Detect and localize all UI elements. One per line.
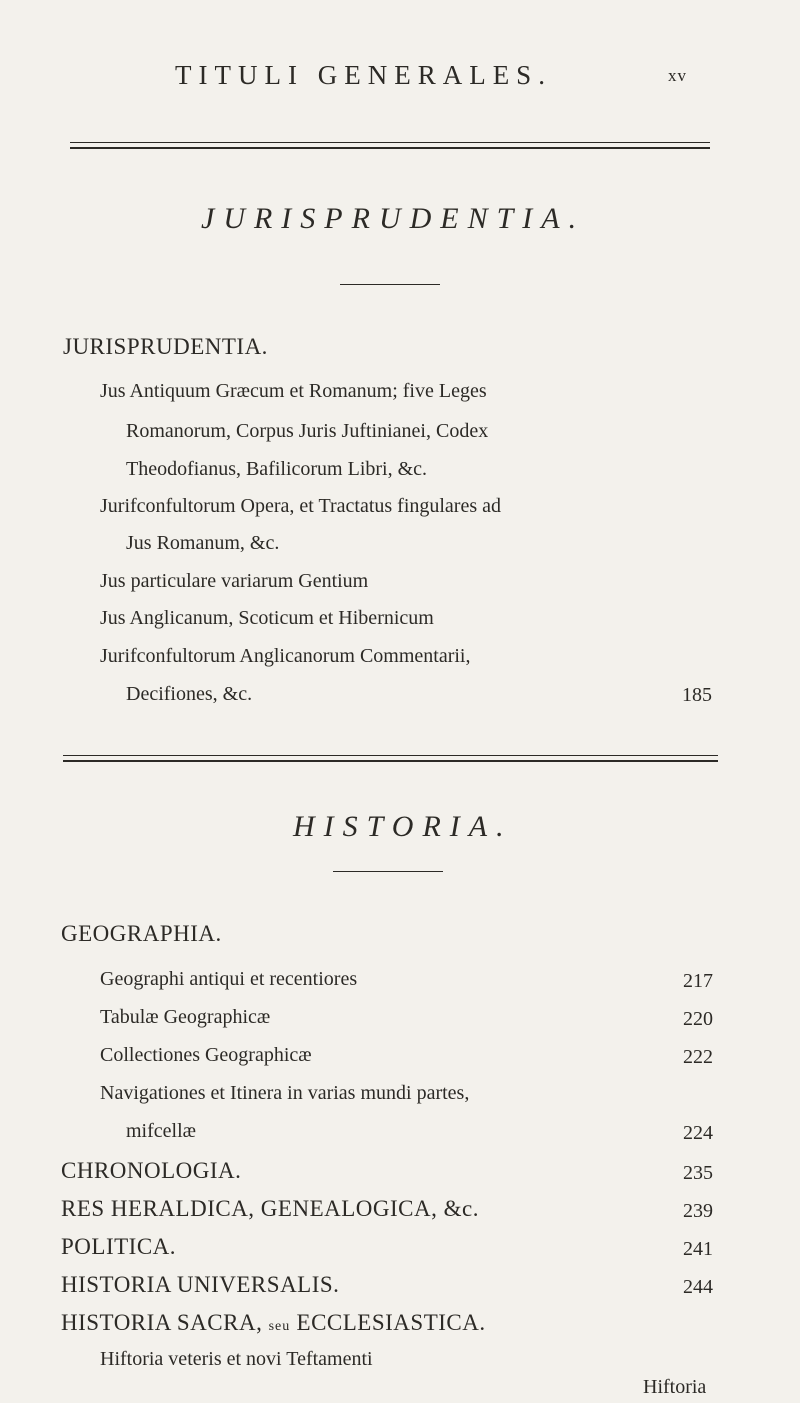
- section-divider: [333, 871, 443, 872]
- section-title-historia: HISTORIA.: [293, 810, 513, 843]
- entry-line: Jurifconfultorum Opera, et Tractatus fingulares ad: [100, 495, 502, 517]
- page-ref: 239: [683, 1200, 713, 1222]
- ecclesiastica-label: ECCLESIASTICA.: [296, 1310, 486, 1335]
- header-rule-thick: [70, 147, 710, 149]
- connector-seu: seu: [268, 1319, 291, 1334]
- entry-line: mifcellæ: [126, 1120, 196, 1142]
- category-chronologia: CHRONOLOGIA.: [61, 1158, 242, 1183]
- category-politica: POLITICA.: [61, 1234, 177, 1259]
- category-geographia: GEOGRAPHIA.: [61, 921, 222, 946]
- category-historia-sacra: [61, 1310, 486, 1336]
- entry-line: Theodofianus, Bafilicorum Libri, &c.: [126, 458, 428, 480]
- page-ref: 222: [683, 1046, 713, 1068]
- section-rule-thick: [63, 760, 718, 762]
- page-ref: 220: [683, 1008, 713, 1030]
- entry-line: Collectiones Geographicæ: [100, 1044, 312, 1066]
- page-ref: 235: [683, 1162, 713, 1184]
- category-res-heraldica: RES HERALDICA, GENEALOGICA, &c.: [61, 1196, 479, 1221]
- entry-line: Jus Antiquum Græcum et Romanum; five Leges: [100, 380, 487, 402]
- entry-line: Hiftoria veteris et novi Teftamenti: [100, 1348, 373, 1370]
- entry-line: Decifiones, &c.: [126, 683, 253, 705]
- entry-line: Romanorum, Corpus Juris Juftinianei, Codex: [126, 420, 489, 442]
- section-divider: [340, 284, 440, 285]
- page-number: xv: [668, 66, 687, 85]
- running-title: TITULI GENERALES.: [175, 60, 552, 90]
- entry-line: Tabulæ Geographicæ: [100, 1006, 271, 1028]
- page-ref: 224: [683, 1122, 713, 1144]
- entry-line: Jus Romanum, &c.: [126, 532, 280, 554]
- page-ref: 217: [683, 970, 713, 992]
- entry-line: Jurifconfultorum Anglicanorum Commentarii,: [100, 645, 471, 667]
- category-historia-universalis: HISTORIA UNIVERSALIS.: [61, 1272, 340, 1297]
- entry-line: Navigationes et Itinera in varias mundi partes,: [100, 1082, 470, 1104]
- section-title-jurisprudentia: JURISPRUDENTIA.: [201, 202, 586, 235]
- page-ref: 241: [683, 1238, 713, 1260]
- catchword: Hiftoria: [643, 1376, 707, 1398]
- entry-line: Jus particulare variarum Gentium: [100, 570, 369, 592]
- entry-line: Geographi antiqui et recentiores: [100, 968, 358, 990]
- page-ref: 244: [683, 1276, 713, 1298]
- header-rule-thin: [70, 142, 710, 143]
- category-jurisprudentia: JURISPRUDENTIA.: [63, 334, 268, 359]
- entry-line: Jus Anglicanum, Scoticum et Hibernicum: [100, 607, 434, 629]
- historia-sacra-label: HISTORIA SACRA,: [61, 1310, 263, 1335]
- page-ref: 185: [682, 684, 712, 706]
- section-rule-thin: [63, 755, 718, 756]
